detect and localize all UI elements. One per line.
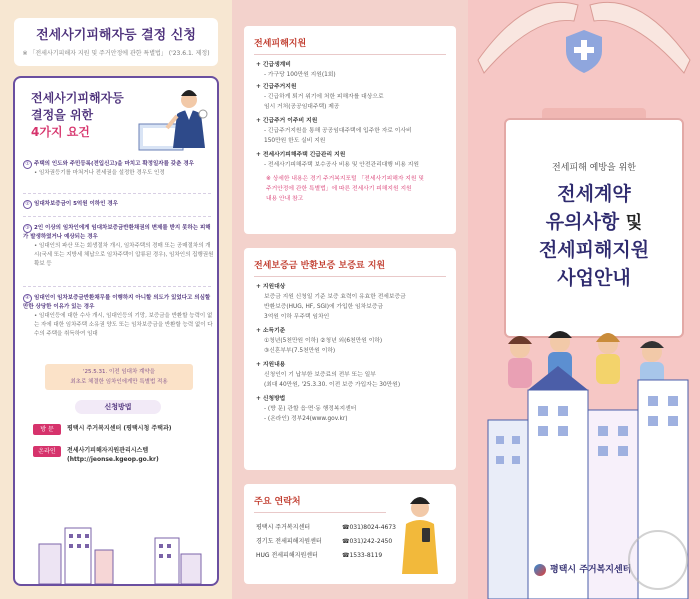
org-name: 평택시 주거복지센터 (550, 565, 632, 575)
panel1-title-box (14, 18, 218, 66)
apply-tag: 방 문 (33, 424, 61, 435)
support-item-desc: - 전세사기피해주택 보수공사 비용 및 안전관리대행 비용 지원 (264, 162, 419, 168)
support-item-desc: - 긴급주거지원을 통해 공공임대주택에 입주한 자로 이사비 (264, 128, 412, 134)
panel-cover (468, 0, 700, 599)
contact-name: 평택시 주거복지센터 (256, 524, 311, 531)
deposit-item-head: + 신청방법 (256, 396, 286, 402)
support-item (256, 60, 452, 80)
req-main: 임대인이 임차보증금반환채무를 이행하지 아니할 의도가 있었다고 의심할만한 상당한 이유가 있는 경우 (23, 295, 211, 310)
deposit-title: 전세보증금 반환보증 보증료 지원 (254, 261, 386, 271)
deposit-item-head: + 소득기준 (256, 328, 286, 334)
city-illustration (35, 514, 205, 584)
cover-title-line2 (506, 210, 682, 235)
req-head-line1: 전세사기피해자등 (31, 91, 124, 105)
contacts-title: 주요 연락처 (254, 497, 301, 507)
support-item (256, 116, 452, 146)
support-note-line: 주거안정에 관한 특별법」에 따른 전세사기 피해지원 지원 (266, 186, 412, 192)
apply-tag: 온라인 (33, 446, 61, 457)
deposit-item-desc: 3억원 이하 무주택 임차인 (264, 314, 330, 320)
panel-requirements (0, 0, 232, 599)
apply-text: 전세사기피해자지원관리시스템 (http://jeonse.kgeop.go.kr) (67, 447, 159, 463)
panel-support (232, 0, 468, 599)
protecting-hands-illustration (468, 0, 700, 120)
support-item-desc: - 가구당 100만원 지원(1회) (264, 72, 336, 78)
deposit-item-desc: - (방 문) 관할 읍·면·동 행정복지센터 (264, 406, 357, 412)
special-law-note (45, 364, 193, 390)
apply-visit-row (33, 424, 209, 435)
deposit-item (256, 282, 452, 322)
deposit-item-head: + 지원대상 (256, 284, 286, 290)
divider (254, 512, 386, 513)
contact-phone: ☎031)8024-4673 (342, 524, 396, 531)
requirement-3: ③ 2인 이상의 임차인에게 임대차보증금반환채권의 변제를 받지 못하는 피해가 발생하였거나 예상되는 경우 • 임대인의 파산 또는 회생절차 개시, 임차주택의 경매 또는 공매절차의 개시(국세 또는 지방세 체납으로 임차주택이 압류된 경우), 임차인의 집행권원 확보 등 (23, 225, 214, 267)
support-note (256, 174, 452, 204)
req-number: ① (23, 160, 32, 169)
note-line2: 최초로 체결한 임차인에게만 특별법 적용 (70, 379, 168, 385)
req-bullet: 임차권등기를 마쳐거나 전세권을 설정한 경우도 인정 (39, 170, 165, 176)
req-head-line2: 결정을 위한 (31, 108, 94, 122)
support-item-head: + 긴급주거 이주비 지원 (256, 118, 318, 124)
requirements-card (13, 76, 219, 586)
city-emblem-icon (534, 564, 546, 576)
divider (23, 286, 211, 287)
contact-name: 경기도 전세피해지원센터 (256, 538, 322, 545)
panel1-subtitle: ※ 「전세사기피해자 지원 및 주거안정에 관한 특별법」 ('23.6.1. 제정) (22, 50, 210, 57)
support-note-line: ※ 상세한 내용은 경기 주거복지포털 「전세사기피해자 지원 및 (266, 176, 424, 182)
cover-subtitle: 전세피해 예방을 위한 (552, 163, 636, 173)
divider (254, 276, 446, 277)
contact-phone: ☎031)242-2450 (342, 538, 393, 545)
deposit-item (256, 360, 452, 390)
panel1-title: 전세사기피해자등 결정 신청 (36, 28, 196, 43)
deposit-item-desc: (최대 40만원, '25.3.30. 이전 보증 가입자는 30만원) (264, 382, 401, 388)
deposit-item-head: + 지원내용 (256, 362, 286, 368)
support-item-desc: - 긴급하게 퇴거 위기에 처한 피해자를 대상으로 (264, 94, 384, 100)
contact-phone: ☎1533-8119 (342, 552, 383, 559)
deposit-item-desc: - (온라인) 정부24(www.gov.kr) (264, 416, 348, 422)
deposit-item-desc: 신청인이 기 납부한 보증료의 전부 또는 일부 (264, 372, 376, 378)
req-number: ③ (23, 224, 32, 233)
contacts-box (244, 484, 456, 584)
note-line1: '25.5.31. 이전 임대차 계약을 (82, 369, 155, 375)
cover-title-line1: 전세계약 (557, 183, 631, 205)
divider (254, 54, 446, 55)
req-head-red: 4가지 요건 (31, 125, 90, 139)
support-title: 전세피해지원 (254, 39, 307, 49)
support-item-desc: 임시 거처(공공임대주택) 제공 (264, 104, 340, 110)
requirement-4: ④ 임대인이 임차보증금반환채무를 이행하지 아니할 의도가 있었다고 의심할만한 상당한 이유가 있는 경우 • 임대인등에 대한 수사 개시, 임대인등의 기망, 보증금을 반환할 능력이 없는 자에 대한 임차주택 소유권 양도 또는 임차보증금을 반환할 능력 없이 다수의 주택을 취득하여 임대 (23, 295, 213, 337)
deposit-item-desc: ③신혼부부(7.5천만원 이하) (264, 348, 336, 354)
support-note-line: 내용 안내 참고 (266, 196, 304, 202)
divider (23, 216, 211, 217)
cover-title-part: 및 (625, 213, 643, 233)
req-main: 2인 이상의 임차인에게 임대차보증금반환채권의 변제를 받지 못하는 피해가 발생하였거나 예상되는 경우 (23, 225, 211, 240)
requirement-1: ① 주택의 인도와 주민등록(전입신고)을 마치고 확정일자를 갖춘 경우 • 임차권등기를 마쳐거나 전세권을 설정한 경우도 인정 (23, 160, 215, 178)
support-item-head: + 긴급생계비 (256, 62, 291, 68)
org-logo (534, 562, 631, 576)
apply-text: 평택시 주거복지센터 (평택시청 주택과) (67, 425, 172, 432)
deposit-box (244, 248, 456, 470)
apply-online-row (33, 446, 209, 464)
cover-title-line4: 사업안내 (557, 267, 631, 289)
phone-person-illustration (392, 494, 448, 574)
req-bullet: 임대인의 파산 또는 회생절차 개시, 임차주택의 경매 또는 공매절차의 개시(국세 또는 지방세 체납으로 임차주택이 압류된 경우), 임차인의 집행권원 확보 등 (34, 243, 214, 267)
support-item-desc: 150만원 한도 실비 지원 (264, 138, 326, 144)
deposit-item (256, 394, 452, 424)
cover-title-part: 유의사항 (545, 211, 620, 233)
support-item (256, 82, 452, 112)
deposit-item-desc: 반환보증(HUG, HF, SGI)에 가입한 임차보증금 (264, 304, 384, 310)
req-main: 임대차보증금이 5억원 이하인 경우 (34, 201, 118, 207)
worker-illustration (133, 84, 213, 154)
deposit-item-desc: ①청년(5천만원 이하) ②청년 외(6천만원 이하) (264, 338, 383, 344)
deposit-item-desc: 보증금 지원 신청일 기준 보증 효력이 유효한 전세보증금 (264, 294, 406, 300)
support-item-head: + 긴급주거지원 (256, 84, 297, 90)
divider (23, 193, 211, 194)
requirement-2 (23, 200, 215, 209)
req-number: ④ (23, 294, 32, 303)
watermark-stamp (628, 530, 688, 590)
contact-name: HUG 전세피해지원센터 (256, 552, 318, 559)
cover-title-line3: 전세피해지원 (538, 239, 650, 261)
support-item-head: + 전세사기피해주택 긴급관리 지원 (256, 152, 346, 158)
support-box (244, 26, 456, 234)
support-item (256, 150, 452, 170)
deposit-item (256, 326, 452, 356)
apply-method-title: 신청방법 (75, 400, 161, 414)
req-number: ② (23, 200, 32, 209)
requirements-heading (31, 90, 124, 141)
req-bullet: 임대인등에 대한 수사 개시, 임대인등의 기망, 보증금을 반환할 능력이 없는 자에 대한 임차주택 소유권 양도 또는 임차보증금을 반환할 능력 없이 다수의 주택을 취득하여 임대 (34, 313, 213, 337)
req-main: 주택의 인도와 주민등록(전입신고)을 마치고 확정일자를 갖춘 경우 (34, 161, 194, 167)
